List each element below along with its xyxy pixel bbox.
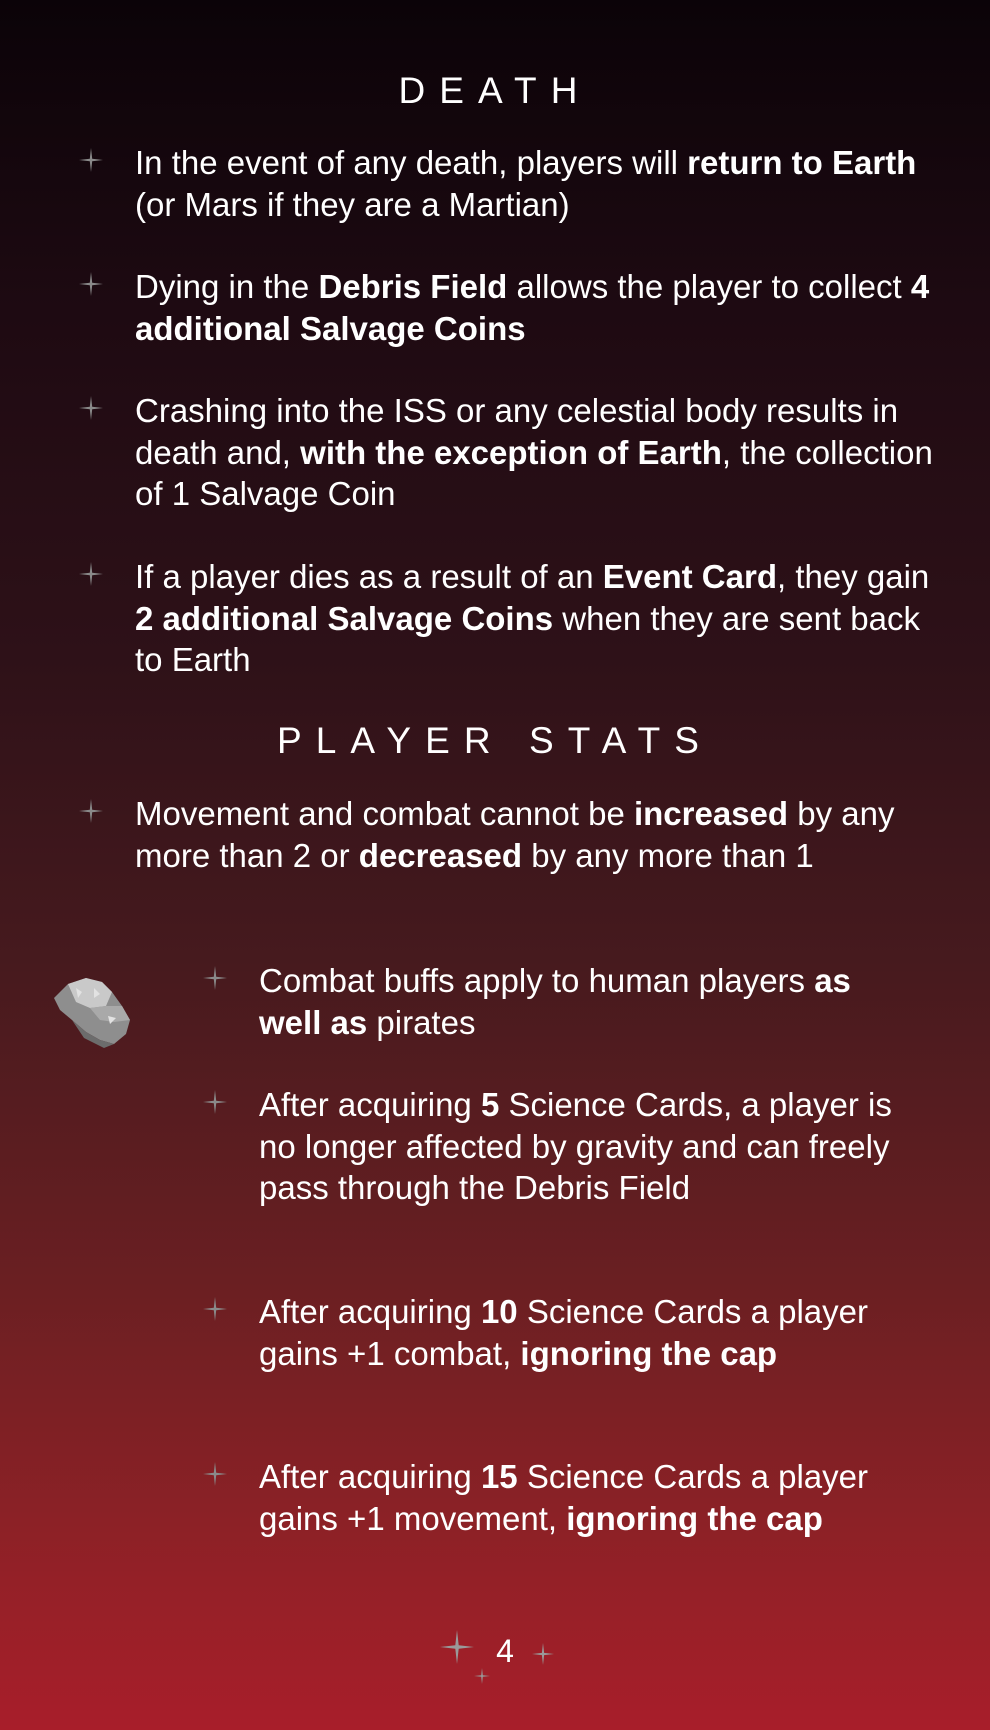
text-segment: pirates bbox=[367, 1003, 476, 1041]
text-segment: Science Cards a player gains +1 combat, bbox=[259, 1293, 869, 1372]
text-segment: (or Mars if they are a Martian) bbox=[135, 185, 570, 223]
sparkle-star-icon bbox=[79, 799, 103, 823]
stats-sub-bullet-3 bbox=[259, 1291, 919, 1374]
bold-text: ignoring the cap bbox=[566, 1499, 823, 1537]
text-segment: After acquiring bbox=[259, 1293, 481, 1330]
text-segment: After acquiring bbox=[259, 1458, 481, 1495]
text-segment: In the event of any death, players will bbox=[135, 144, 688, 181]
text-segment: , the collection of 1 Salvage Coin bbox=[135, 433, 933, 512]
text-segment: If a player dies as a result of an bbox=[135, 558, 603, 595]
sparkle-star-icon bbox=[79, 562, 103, 586]
text-segment: by any more than 2 or bbox=[135, 795, 895, 874]
sparkle-star-icon bbox=[474, 1668, 490, 1684]
sparkle-star-icon bbox=[440, 1630, 474, 1664]
bold-text: Event Card bbox=[602, 558, 777, 595]
bold-text: 5 bbox=[480, 1086, 500, 1123]
stats-sub-bullet-text bbox=[259, 1293, 868, 1372]
page-number: 4 bbox=[496, 1633, 514, 1669]
bold-text: with the exception of Earth bbox=[300, 433, 722, 471]
sparkle-star-icon bbox=[79, 272, 103, 296]
death-heading: DEATH bbox=[398, 70, 592, 111]
text-segment: by any more than 1 bbox=[522, 836, 814, 874]
text-segment: Combat buffs apply to human players bbox=[259, 962, 815, 999]
sparkle-star-icon bbox=[203, 1297, 227, 1321]
bold-text: 10 bbox=[480, 1293, 518, 1330]
sparkle-star-icon bbox=[79, 148, 103, 172]
asteroid-rock-icon bbox=[50, 976, 132, 1048]
sparkle-star-icon bbox=[203, 1090, 227, 1114]
text-segment: , they gain bbox=[776, 558, 930, 595]
bold-text: as well as bbox=[259, 962, 851, 1041]
bold-text: Debris Field bbox=[318, 268, 508, 305]
text-segment: Science Cards, a player is no longer affected by gravity and can freely pass through the Debris Field bbox=[259, 1086, 892, 1206]
death-bullet-text bbox=[135, 144, 916, 223]
bold-text: return to Earth bbox=[687, 144, 917, 181]
text-segment: Dying in the bbox=[135, 268, 319, 305]
bold-text: 4 additional Salvage Coins bbox=[135, 268, 930, 347]
text-segment: Movement and combat cannot be bbox=[135, 795, 634, 832]
stats-sub-bullet-text bbox=[259, 1458, 868, 1537]
stats-sub-bullet-text bbox=[259, 962, 851, 1041]
sparkle-star-icon bbox=[79, 396, 103, 420]
text-segment: when they are sent back to Earth bbox=[135, 599, 920, 678]
sparkle-star-icon bbox=[203, 1462, 227, 1486]
death-bullet-3 bbox=[135, 390, 935, 515]
death-bullet-text bbox=[135, 392, 933, 512]
text-segment: After acquiring bbox=[259, 1086, 481, 1123]
death-bullet-1 bbox=[135, 142, 935, 225]
death-bullet-4 bbox=[135, 556, 935, 681]
player-stats-heading: PLAYER STATS bbox=[276, 720, 713, 761]
stats-sub-bullet-2 bbox=[259, 1084, 919, 1209]
stats-sub-bullet-text bbox=[259, 1086, 892, 1206]
bold-text: increased bbox=[633, 795, 789, 832]
bold-text: 2 additional Salvage Coins bbox=[135, 599, 554, 637]
death-bullet-text bbox=[135, 268, 929, 347]
text-segment: allows the player to collect bbox=[507, 268, 911, 305]
stats-bullet-1 bbox=[135, 793, 935, 876]
bold-text: 15 bbox=[480, 1458, 518, 1495]
stats-sub-bullet-4 bbox=[259, 1456, 919, 1539]
sparkle-star-icon bbox=[532, 1643, 554, 1665]
stats-sub-bullet-1 bbox=[259, 960, 919, 1043]
text-segment: Crashing into the ISS or any celestial body results in death and, bbox=[135, 392, 899, 471]
death-bullet-2 bbox=[135, 266, 935, 349]
stats-bullet-text bbox=[135, 795, 894, 874]
bold-text: ignoring the cap bbox=[520, 1334, 778, 1372]
bold-text: decreased bbox=[358, 836, 523, 874]
text-segment: Science Cards a player gains +1 movement, bbox=[259, 1458, 869, 1537]
sparkle-star-icon bbox=[203, 966, 227, 990]
death-bullet-text bbox=[135, 558, 929, 678]
